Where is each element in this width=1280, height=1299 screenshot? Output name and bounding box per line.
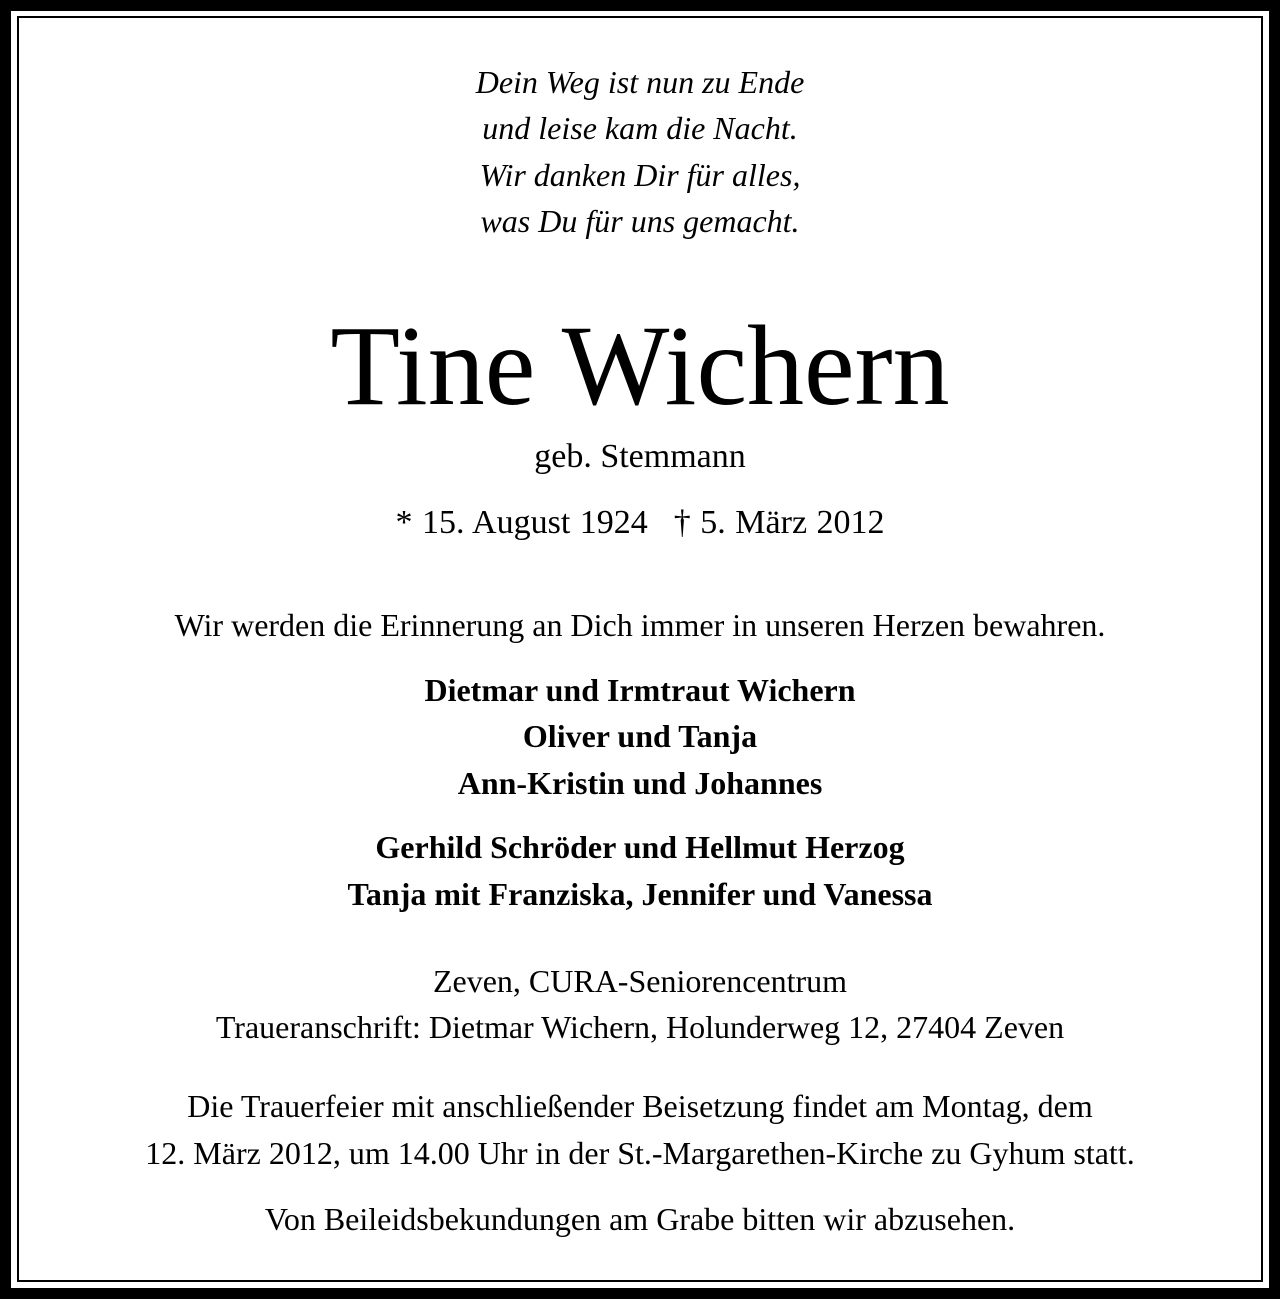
deceased-name: Tine Wichern [330,302,950,429]
mourning-address: Traueranschrift: Dietmar Wichern, Holunderweg 12, 27404 Zeven [215,1009,1065,1045]
service-line: Die Trauerfeier mit anschließender Beisetzung findet am Montag, dem [187,1088,1093,1124]
poem-line: Wir danken Dir für alles, [479,157,801,193]
mourner-name: Dietmar und Irmtraut Wichern [424,672,856,708]
mourner-name: Tanja mit Franziska, Jennifer und Vanessa [347,876,933,912]
death-date: † 5. März 2012 [673,504,885,541]
poem-line: Dein Weg ist nun zu Ende [475,64,805,100]
remembrance-text: Wir werden die Erinnerung an Dich immer in unseren Herzen bewahren. [174,607,1106,643]
birth-date: * 15. August 1924 [395,504,648,541]
mourner-name: Ann-Kristin und Johannes [457,765,823,801]
location-text: Zeven, CURA-Seniorencentrum [432,963,848,999]
mourner-name: Oliver und Tanja [522,718,758,754]
poem-line: was Du für uns gemacht. [480,203,800,239]
service-line: 12. März 2012, um 14.00 Uhr in der St.-Margarethen-Kirche zu Gyhum statt. [145,1135,1135,1171]
maiden-name: geb. Stemmann [534,438,746,475]
mourner-name: Gerhild Schröder und Hellmut Herzog [375,829,905,865]
closing-note: Von Beileidsbekundungen am Grabe bitten wir abzusehen. [264,1201,1016,1237]
poem-line: und leise kam die Nacht. [482,110,798,146]
life-dates [0,506,1280,540]
